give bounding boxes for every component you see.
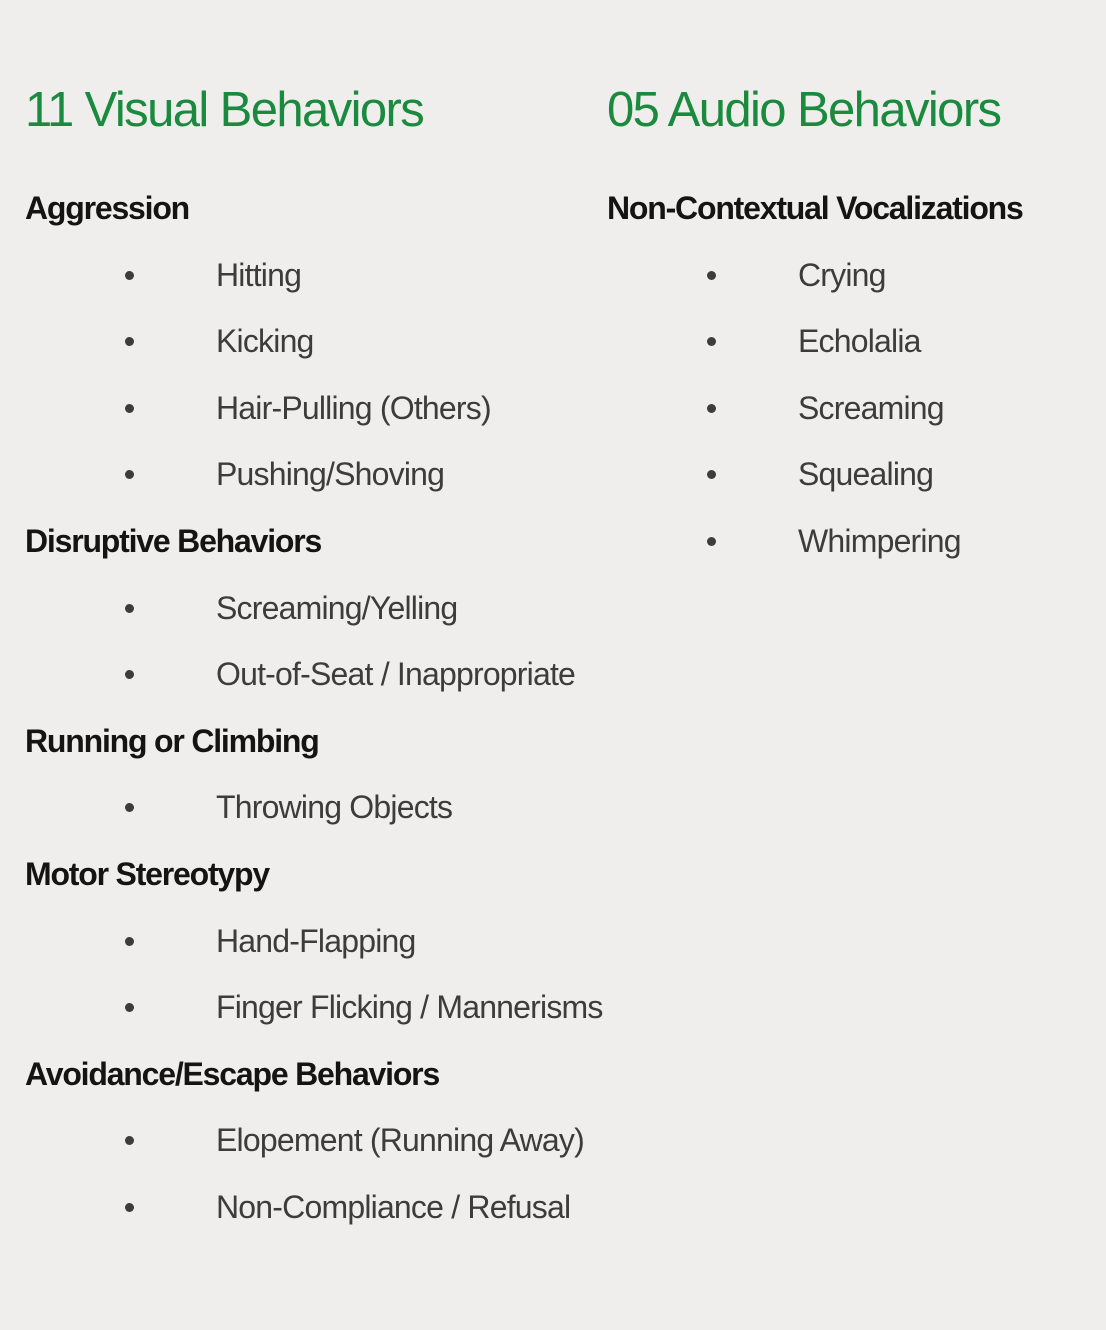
- behavior-list-item: [25, 441, 585, 508]
- behavior-list-item: [25, 1107, 585, 1174]
- bullet-icon: [707, 404, 716, 413]
- bullet-icon: [125, 404, 134, 413]
- bullet-icon: [125, 337, 134, 346]
- bullet-icon: [125, 670, 134, 679]
- behavior-label: Finger Flicking / Mannerisms: [216, 989, 603, 1026]
- category-heading: Disruptive Behaviors: [25, 522, 322, 559]
- behavior-label: Screaming/Yelling: [216, 589, 458, 626]
- behavior-list-item: [25, 308, 585, 375]
- bullet-icon: [707, 537, 716, 546]
- category-heading: Non-Contextual Vocalizations: [607, 190, 1023, 226]
- behavior-list-item: [607, 242, 1087, 309]
- behavior-list-item: [607, 508, 1087, 575]
- audio-behaviors-column: [607, 78, 1087, 575]
- behavior-label: Kicking: [216, 323, 314, 360]
- behavior-list-item: [25, 1174, 585, 1241]
- behavior-list-item: [25, 974, 603, 1041]
- bullet-icon: [125, 1136, 134, 1145]
- behavior-list-item: [25, 242, 585, 309]
- behavior-label: Crying: [798, 256, 886, 293]
- bullet-icon: [125, 1203, 134, 1212]
- bullet-icon: [707, 271, 716, 280]
- behavior-label: Non-Compliance / Refusal: [216, 1188, 571, 1225]
- behavior-label: Whimpering: [798, 522, 961, 559]
- behavior-list-item: [25, 641, 585, 708]
- category-heading: Aggression: [25, 190, 190, 226]
- audio-behavior-groups: [607, 175, 1087, 575]
- behavior-label: Elopement (Running Away): [216, 1122, 584, 1159]
- behavior-label: Squealing: [798, 456, 934, 493]
- behavior-list-item: [607, 441, 1087, 508]
- category-heading: Avoidance/Escape Behaviors: [25, 1055, 440, 1092]
- audio-behaviors-title: 05 Audio Behaviors: [607, 83, 1001, 137]
- bullet-icon: [125, 604, 134, 613]
- behavior-label: Hand-Flapping: [216, 922, 416, 959]
- bullet-icon: [707, 337, 716, 346]
- behavior-label: Echolalia: [798, 323, 921, 360]
- behavior-label: Throwing Objects: [216, 789, 453, 826]
- behavior-label: Pushing/Shoving: [216, 456, 445, 493]
- visual-behavior-groups: [25, 175, 603, 1241]
- visual-behaviors-column: [25, 78, 603, 1241]
- bullet-icon: [707, 470, 716, 479]
- behavior-list-item: [25, 375, 585, 442]
- behavior-label: Out-of-Seat / Inappropriate: [216, 656, 576, 693]
- bullet-icon: [125, 1003, 134, 1012]
- behavior-label: Screaming: [798, 389, 944, 426]
- behavior-list-item: [607, 375, 1087, 442]
- behavior-label: Hitting: [216, 256, 302, 293]
- bullet-icon: [125, 803, 134, 812]
- bullet-icon: [125, 937, 134, 946]
- category-heading: Running or Climbing: [25, 722, 319, 759]
- behavior-list-item: [607, 308, 1087, 375]
- bullet-icon: [125, 470, 134, 479]
- behavior-label: Hair-Pulling (Others): [216, 389, 491, 426]
- visual-behaviors-title: 11 Visual Behaviors: [25, 83, 424, 137]
- behavior-list-item: [25, 774, 585, 841]
- category-heading: Motor Stereotypy: [25, 855, 269, 892]
- behavior-list-item: [25, 908, 585, 975]
- bullet-icon: [125, 271, 134, 280]
- behavior-list-item: [25, 575, 585, 642]
